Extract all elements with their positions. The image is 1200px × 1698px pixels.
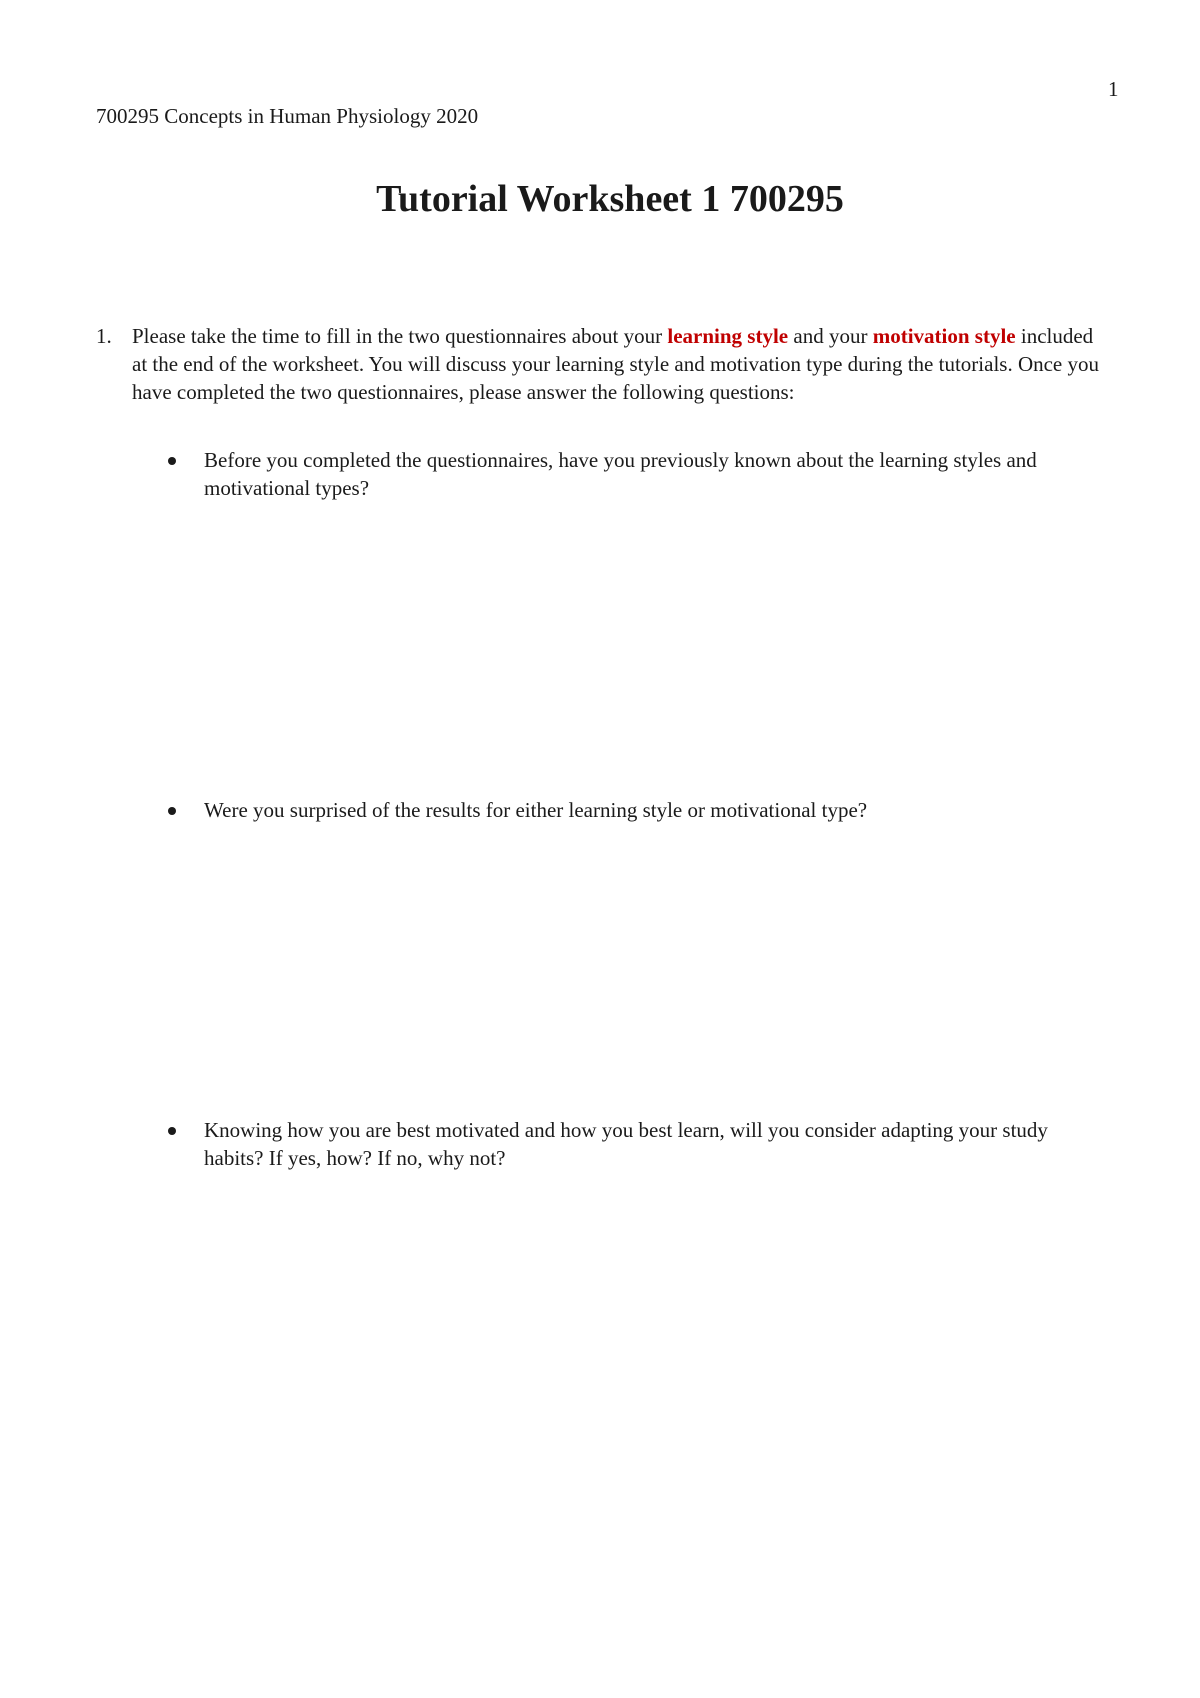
bullet-icon <box>168 457 176 465</box>
learning-style-highlight: learning style <box>667 324 789 348</box>
question-text-part-3: included at the end of the worksheet. You will discuss your learning style and motivation type during the tutorials. Once you have completed the two questionnaires, please answer the following questions: <box>132 324 1100 404</box>
question-number: 1. <box>96 324 112 348</box>
bullet-icon <box>168 807 176 815</box>
bullet-text: Knowing how you are best motivated and how you best learn, will you consider adapting your study habits? If yes, how? If no, why not? <box>204 1118 1048 1170</box>
page-title: Tutorial Worksheet 1 700295 <box>376 178 844 220</box>
motivation-style-highlight: motivation style <box>872 324 1016 348</box>
bullet-text: Before you completed the questionnaires, have you previously known about the learning styles and motivational types? <box>204 448 1037 500</box>
question-text-part-2: and your <box>788 324 873 348</box>
bullet-text: Were you surprised of the results for either learning style or motivational type? <box>204 798 868 822</box>
question-text-part-1: Please take the time to fill in the two questionnaires about your <box>132 324 668 348</box>
bullet-icon <box>168 1127 176 1135</box>
document-header: 700295 Concepts in Human Physiology 2020 <box>96 104 479 128</box>
page-number: 1 <box>1108 77 1119 101</box>
question-text <box>132 322 1106 406</box>
